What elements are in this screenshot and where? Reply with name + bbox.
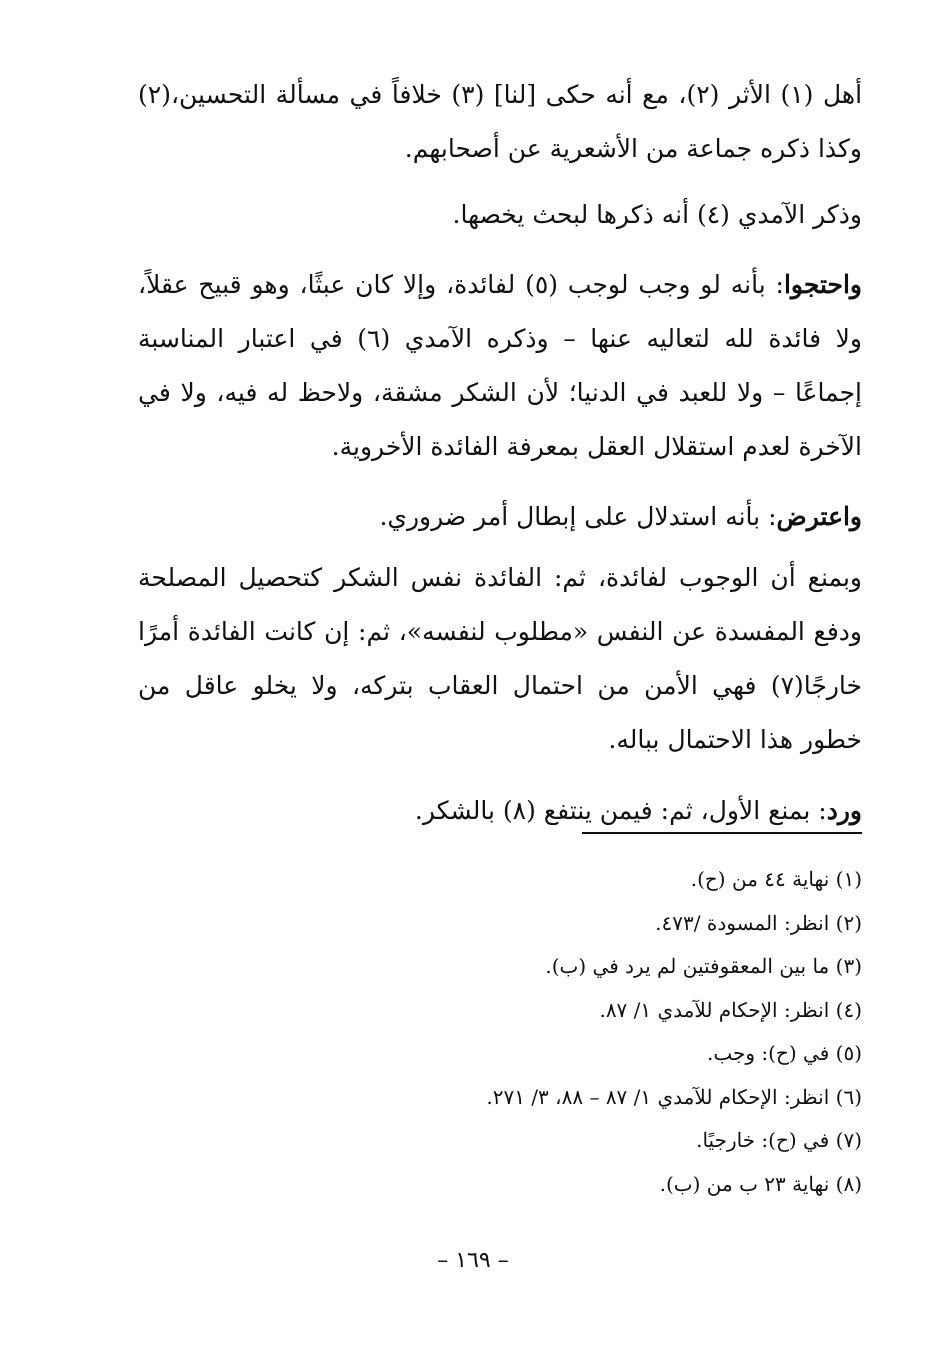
footnote-8: (٨) نهاية ٢٣ ب من (ب).	[659, 1171, 862, 1196]
body-paragraph-2	[138, 188, 862, 242]
paragraph-text: : بمنع الأول، ثم: فيمن ينتفع (٨) بالشكر.	[414, 796, 827, 825]
paragraph-text: : بأنه لو وجب لوجب (٥) لفائدة، وإلا كان عبثًا، وهو قبيح عقلاً، ولا فائدة لله لتعاليه عنها – وذكره الآمدي (٦) في اعتبار المناسبة إجماعًا – ولا للعبد في الدنيا؛ لأن الشكر مشقة، ولاحظ له فيه، ولا في الآخرة لعدم استقلال العقل بمعرفة الفائدة الأخروية.	[138, 270, 862, 461]
footnotes	[422, 858, 862, 1206]
paragraph-text: وذكر الآمدي (٤) أنه ذكرها لبحث يخصها.	[452, 200, 862, 229]
footnote-3: (٣) ما بين المعقوفتين لم يرد في (ب).	[545, 954, 862, 978]
paragraph-text: أهل (١) الأثر (٢)، مع أنه حكى [لنا] (٣) خلافاً في مسألة التحسين،(٢) وكذا ذكره جماعة من الأشعرية عن أصحابهم.	[138, 80, 863, 163]
paragraph-lead-ihtajju: واحتجوا	[783, 270, 862, 299]
footnote-7: (٧) في (ح): خارجيًا.	[696, 1128, 862, 1152]
footnote-2: (٢) انظر: المسودة /٤٧٣.	[655, 910, 862, 935]
page-number: – ١٦٩ –	[437, 1248, 509, 1273]
body-paragraph-4	[138, 490, 862, 544]
paragraph-lead-itarid: واعترض	[776, 502, 862, 531]
body-paragraph-3	[138, 258, 862, 474]
body-paragraph-6	[138, 784, 862, 838]
body-paragraph-5	[138, 551, 862, 767]
footnote-1: (١) نهاية ٤٤ من (ح).	[690, 867, 862, 891]
footnote-6: (٦) انظر: الإحكام للآمدي ١/ ٨٧ – ٨٨، ٣/ ٢٧١.	[486, 1084, 862, 1109]
body-paragraph-1	[138, 68, 862, 176]
footnote-5: (٥) في (ح): وجب.	[707, 1041, 862, 1065]
footnote-4: (٤) انظر: الإحكام للآمدي ١/ ٨٧.	[599, 997, 862, 1022]
paragraph-text: : بأنه استدلال على إبطال أمر ضروري.	[379, 502, 777, 531]
paragraph-text: وبمنع أن الوجوب لفائدة، ثم: الفائدة نفس الشكر كتحصيل المصلحة ودفع المفسدة عن النفس «مطلوب لنفسه»، ثم: إن كانت الفائدة أمرًا خارجًا(٧) فهي الأمن من احتمال العقاب بتركه، ولا يخلو عاقل من خطور هذا الاحتمال بباله.	[138, 563, 862, 754]
footnote-separator	[582, 832, 862, 834]
paragraph-lead-rudda: ورد	[826, 796, 862, 825]
